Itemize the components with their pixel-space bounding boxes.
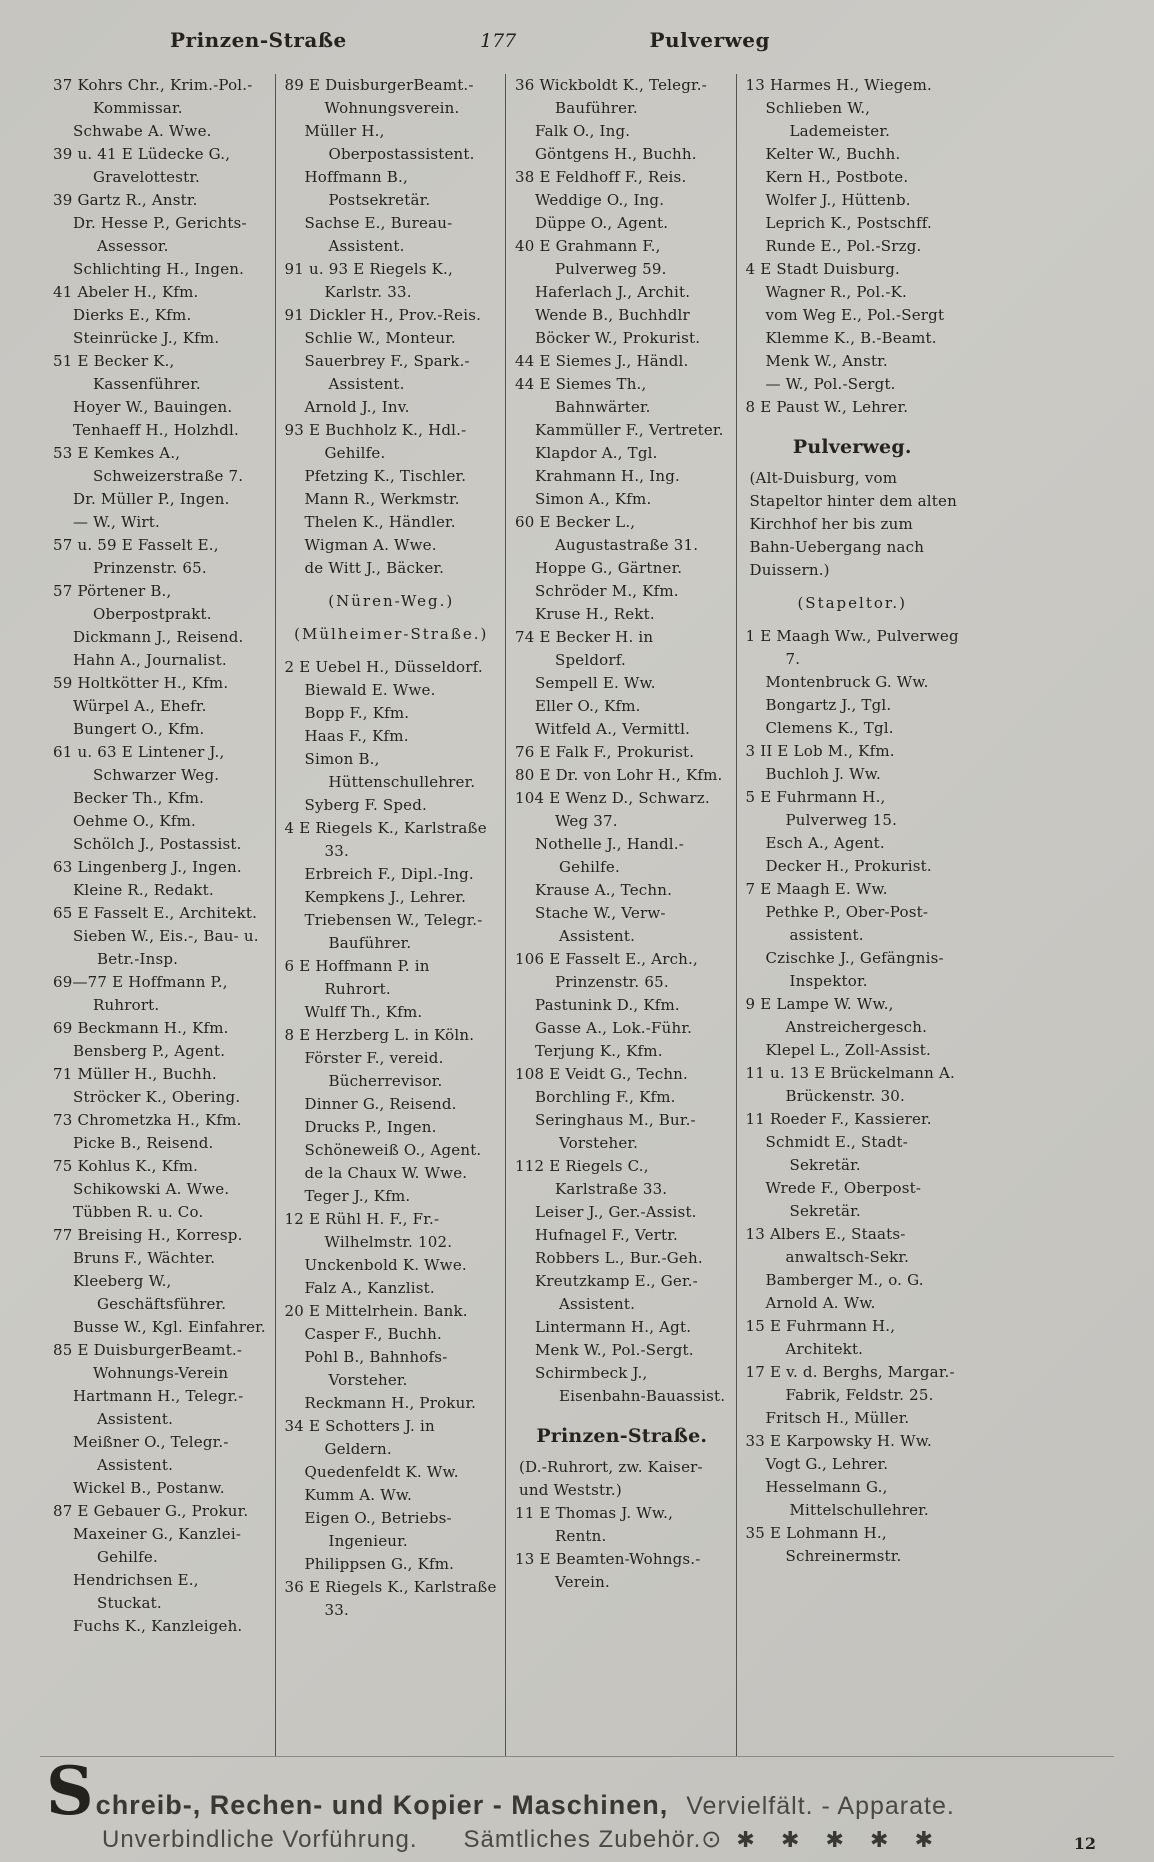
directory-entry: 91 Dickler H., Prov.-Reis.: [284, 306, 482, 324]
directory-entry: Mann R., Werkmstr.: [304, 490, 460, 508]
directory-entry: Haas F., Kfm.: [304, 727, 409, 745]
directory-entry: Schröder M., Kfm.: [535, 582, 679, 600]
street-note: (Alt-Duisburg, vom Stapeltor hinter dem alten Kirchhof her bis zum Bahn-Uebergang nach Duissern.): [749, 469, 957, 579]
directory-entry: Steinrücke J., Kfm.: [73, 329, 220, 347]
directory-entry: — W., Pol.-Sergt.: [765, 375, 896, 393]
directory-entry: Kleeberg W., Geschäftsführer.: [73, 1272, 227, 1313]
ad-line-1: [40, 1752, 1114, 1830]
directory-entry: 57 Pörtener B., Oberpostprakt.: [53, 582, 212, 623]
directory-entry: 91 u. 93 E Riegels K., Karlstr. 33.: [284, 260, 453, 301]
directory-entry: 41 Abeler H., Kfm.: [53, 283, 199, 301]
directory-entry: 13 Albers E., Staats-anwaltsch-Sekr.: [745, 1225, 910, 1266]
directory-entry: Schlieben W., Lademeister.: [765, 99, 891, 140]
directory-entry: Erbreich F., Dipl.-Ing.: [304, 865, 474, 883]
directory-entry: Bamberger M., o. G.: [765, 1271, 924, 1289]
directory-entry: 8 E Paust W., Lehrer.: [745, 398, 909, 416]
directory-entry: 40 E Grahmann F., Pulverweg 59.: [515, 237, 667, 278]
ad-subheadline: Vervielfält. - Apparate.: [686, 1792, 955, 1820]
ad-offer-text: Unverbindliche Vorführung.: [102, 1826, 418, 1853]
directory-entry: Wende B., Buchhdlr: [535, 306, 690, 324]
directory-entry: Hoyer W., Bauingen.: [73, 398, 233, 416]
directory-entry: Syberg F. Sped.: [304, 796, 428, 814]
directory-entry: vom Weg E., Pol.-Sergt: [765, 306, 945, 324]
directory-columns: [44, 74, 966, 1756]
directory-entry: Kammüller F., Vertreter.: [535, 421, 724, 439]
directory-entry: 3 II E Lob M., Kfm.: [745, 742, 895, 760]
directory-entry: Müller H., Oberpostassistent.: [304, 122, 475, 163]
directory-entry: Schmidt E., Stadt-Sekretär.: [765, 1133, 909, 1174]
directory-entry: 87 E Gebauer G., Prokur.: [53, 1502, 249, 1520]
directory-entry: Klemme K., B.-Beamt.: [765, 329, 937, 347]
directory-entry: 17 E v. d. Berghs, Margar.-Fabrik, Feldstr. 25.: [745, 1363, 955, 1404]
directory-entry: Wolfer J., Hüttenb.: [765, 191, 911, 209]
directory-entry: 85 E DuisburgerBeamt.-Wohnungs-Verein: [53, 1341, 243, 1382]
directory-entry: Borchling F., Kfm.: [535, 1088, 676, 1106]
directory-entry: Hoppe G., Gärtner.: [535, 559, 683, 577]
directory-entry: Dickmann J., Reisend.: [73, 628, 244, 646]
directory-entry: Biewald E. Wwe.: [304, 681, 436, 699]
street-heading: Prinzen-Straße.: [536, 1425, 708, 1447]
directory-entry: Dinner G., Reisend.: [304, 1095, 457, 1113]
directory-entry: Meißner O., Telegr.-Assistent.: [73, 1433, 229, 1474]
directory-entry: Buchloh J. Ww.: [765, 765, 881, 783]
directory-entry: Hahn A., Journalist.: [73, 651, 227, 669]
directory-entry: Sempell E. Ww.: [535, 674, 656, 692]
directory-entry: Menk W., Anstr.: [765, 352, 888, 370]
directory-column-2: [275, 74, 506, 1756]
ad-line-2: [40, 1825, 1114, 1854]
directory-entry: Dierks E., Kfm.: [73, 306, 192, 324]
directory-entry: Bopp F., Kfm.: [304, 704, 410, 722]
directory-entry: 11 Roeder F., Kassierer.: [745, 1110, 932, 1128]
directory-entry: Esch A., Agent.: [765, 834, 885, 852]
header-page-number: 177: [479, 30, 517, 52]
directory-entry: Dr. Hesse P., Gerichts-Assessor.: [73, 214, 247, 255]
directory-entry: Robbers L., Bur.-Geh.: [535, 1249, 703, 1267]
ad-dropcap-initial: S: [46, 1752, 94, 1830]
directory-entry: Krause A., Techn.: [535, 881, 673, 899]
directory-entry: Schikowski A. Wwe.: [73, 1180, 230, 1198]
directory-entry: 74 E Becker H. in Speldorf.: [515, 628, 654, 669]
asterisk-ornaments: ✱ ✱ ✱ ✱ ✱: [736, 1827, 944, 1852]
directory-entry: 35 E Lohmann H., Schreinermstr.: [745, 1524, 902, 1565]
directory-entry: Kumm A. Ww.: [304, 1486, 413, 1504]
directory-entry: Schöneweiß O., Agent.: [304, 1141, 482, 1159]
directory-entry: 106 E Fasselt E., Arch., Prinzenstr. 65.: [515, 950, 698, 991]
directory-entry: Bungert O., Kfm.: [73, 720, 205, 738]
directory-entry: 108 E Veidt G., Techn.: [515, 1065, 689, 1083]
directory-entry: Simon A., Kfm.: [535, 490, 652, 508]
directory-entry: 38 E Feldhoff F., Reis.: [515, 168, 687, 186]
directory-entry: Busse W., Kgl. Einfahrer.: [73, 1318, 266, 1336]
header-street-left: Prinzen-Straße: [170, 28, 347, 52]
directory-entry: 57 u. 59 E Fasselt E., Prinzenstr. 65.: [53, 536, 219, 577]
advertisement-footer: [40, 1752, 1114, 1854]
directory-entry: Hendrichsen E., Stuckat.: [73, 1571, 199, 1612]
directory-entry: 15 E Fuhrmann H., Architekt.: [745, 1317, 896, 1358]
directory-entry: de la Chaux W. Wwe.: [304, 1164, 468, 1182]
directory-entry: Picke B., Reisend.: [73, 1134, 214, 1152]
directory-entry: de Witt J., Bäcker.: [304, 559, 445, 577]
directory-entry: 34 E Schotters J. in Geldern.: [284, 1417, 435, 1458]
directory-entry: Haferlach J., Archit.: [535, 283, 691, 301]
directory-entry: Schirmbeck J., Eisenbahn-Bauassist.: [535, 1364, 726, 1405]
directory-entry: 61 u. 63 E Lintener J., Schwarzer Weg.: [53, 743, 225, 784]
directory-entry: Quedenfeldt K. Ww.: [304, 1463, 459, 1481]
directory-entry: Runde E., Pol.-Srzg.: [765, 237, 922, 255]
directory-entry: Kleine R., Redakt.: [73, 881, 214, 899]
directory-entry: Schölch J., Postassist.: [73, 835, 242, 853]
directory-entry: Terjung K., Kfm.: [535, 1042, 663, 1060]
directory-entry: 8 E Herzberg L. in Köln.: [284, 1026, 475, 1044]
directory-entry: Vogt G., Lehrer.: [765, 1455, 889, 1473]
directory-entry: Casper F., Buchh.: [304, 1325, 442, 1343]
directory-entry: 60 E Becker L., Augustastraße 31.: [515, 513, 699, 554]
directory-entry: Wigman A. Wwe.: [304, 536, 437, 554]
street-note: (Nüren-Weg.): [328, 592, 455, 610]
directory-entry: Triebensen W., Telegr.-Bauführer.: [304, 911, 483, 952]
directory-entry: 53 E Kemkes A., Schweizerstraße 7.: [53, 444, 244, 485]
street-note: (D.-Ruhrort, zw. Kaiser- und Weststr.): [519, 1458, 703, 1499]
directory-entry: Weddige O., Ing.: [535, 191, 665, 209]
directory-entry: 80 E Dr. von Lohr H., Kfm.: [515, 766, 723, 784]
directory-entry: Simon B., Hüttenschullehrer.: [304, 750, 476, 791]
directory-entry: Falz A., Kanzlist.: [304, 1279, 435, 1297]
directory-entry: Nothelle J., Handl.-Gehilfe.: [535, 835, 685, 876]
sheet-page-number: 12: [1073, 1834, 1096, 1853]
directory-entry: 44 E Siemes J., Händl.: [515, 352, 689, 370]
directory-entry: 4 E Riegels K., Karlstraße 33.: [284, 819, 487, 860]
directory-entry: Seringhaus M., Bur.-Vorsteher.: [535, 1111, 696, 1152]
directory-entry: 11 u. 13 E Brückelmann A. Brückenstr. 30.: [745, 1064, 955, 1105]
directory-entry: 51 E Becker K., Kassenführer.: [53, 352, 201, 393]
directory-entry: Schlichting H., Ingen.: [73, 260, 245, 278]
directory-entry: 44 E Siemes Th., Bahnwärter.: [515, 375, 651, 416]
directory-entry: 69—77 E Hoffmann P., Ruhrort.: [53, 973, 228, 1014]
directory-entry: Falk O., Ing.: [535, 122, 631, 140]
directory-entry: 7 E Maagh E. Ww.: [745, 880, 888, 898]
directory-entry: Wagner R., Pol.-K.: [765, 283, 907, 301]
directory-entry: 36 E Riegels K., Karlstraße 33.: [284, 1578, 497, 1619]
directory-entry: Ströcker K., Obering.: [73, 1088, 241, 1106]
directory-entry: Leiser J., Ger.-Assist.: [535, 1203, 697, 1221]
directory-entry: Pethke P., Ober-Post-assistent.: [765, 903, 929, 944]
ad-headline: chreib-, Rechen- und Kopier - Maschinen,: [95, 1790, 669, 1820]
directory-entry: 2 E Uebel H., Düsseldorf.: [284, 658, 483, 676]
directory-entry: Hufnagel F., Vertr.: [535, 1226, 678, 1244]
directory-entry: 13 E Beamten-Wohngs.-Verein.: [515, 1550, 701, 1591]
directory-entry: Tübben R. u. Co.: [73, 1203, 204, 1221]
directory-entry: Arnold J., Inv.: [304, 398, 410, 416]
directory-entry: 1 E Maagh Ww., Pulverweg 7.: [745, 627, 959, 668]
directory-entry: 89 E DuisburgerBeamt.-Wohnungsverein.: [284, 76, 474, 117]
directory-entry: 59 Holtkötter H., Kfm.: [53, 674, 229, 692]
directory-entry: Dr. Müller P., Ingen.: [73, 490, 230, 508]
directory-entry: 69 Beckmann H., Kfm.: [53, 1019, 229, 1037]
directory-entry: Klapdor A., Tgl.: [535, 444, 658, 462]
directory-entry: 76 E Falk F., Prokurist.: [515, 743, 695, 761]
directory-entry: 13 Harmes H., Wiegem.: [745, 76, 932, 94]
directory-entry: Maxeiner G., Kanzlei-Gehilfe.: [73, 1525, 242, 1566]
directory-entry: Förster F., vereid. Bücherrevisor.: [304, 1049, 444, 1090]
directory-entry: 75 Kohlus K., Kfm.: [53, 1157, 199, 1175]
directory-entry: Böcker W., Prokurist.: [535, 329, 701, 347]
directory-entry: Pastunink D., Kfm.: [535, 996, 680, 1014]
directory-entry: 112 E Riegels C., Karlstraße 33.: [515, 1157, 668, 1198]
directory-entry: Eigen O., Betriebs-Ingenieur.: [304, 1509, 452, 1550]
directory-entry: Sauerbrey F., Spark.-Assistent.: [304, 352, 470, 393]
directory-entry: Fritsch H., Müller.: [765, 1409, 910, 1427]
directory-entry: 33 E Karpowsky H. Ww.: [745, 1432, 932, 1450]
directory-entry: 37 Kohrs Chr., Krim.-Pol.-Kommissar.: [53, 76, 253, 117]
directory-entry: Klepel L., Zoll-Assist.: [765, 1041, 931, 1059]
directory-column-1: [44, 74, 275, 1756]
directory-entry: Schlie W., Monteur.: [304, 329, 456, 347]
directory-entry: Würpel A., Ehefr.: [73, 697, 207, 715]
running-header: [170, 28, 770, 52]
directory-entry: Bongartz J., Tgl.: [765, 696, 892, 714]
directory-entry: Arnold A. Ww.: [765, 1294, 876, 1312]
directory-entry: Unckenbold K. Wwe.: [304, 1256, 467, 1274]
directory-entry: Czischke J., Gefängnis-Inspektor.: [765, 949, 944, 990]
directory-entry: Thelen K., Händler.: [304, 513, 456, 531]
directory-entry: 12 E Rühl H. F., Fr.-Wilhelmstr. 102.: [284, 1210, 453, 1251]
directory-column-3: [505, 74, 736, 1756]
directory-entry: Kelter W., Buchh.: [765, 145, 901, 163]
directory-entry: 11 E Thomas J. Ww., Rentn.: [515, 1504, 674, 1545]
directory-entry: Kern H., Postbote.: [765, 168, 909, 186]
ad-accessory-text: Sämtliches Zubehör.⊙: [463, 1826, 723, 1853]
street-note: (Mülheimer-Straße.): [294, 625, 489, 643]
directory-entry: Oehme O., Kfm.: [73, 812, 196, 830]
directory-entry: 77 Breising H., Korresp.: [53, 1226, 243, 1244]
directory-entry: 104 E Wenz D., Schwarz. Weg 37.: [515, 789, 710, 830]
directory-entry: 36 Wickboldt K., Telegr.-Bauführer.: [515, 76, 707, 117]
directory-entry: Kempkens J., Lehrer.: [304, 888, 467, 906]
directory-entry: Pfetzing K., Tischler.: [304, 467, 467, 485]
directory-entry: Düppe O., Agent.: [535, 214, 669, 232]
directory-entry: 63 Lingenberg J., Ingen.: [53, 858, 242, 876]
directory-entry: Gasse A., Lok.-Führ.: [535, 1019, 693, 1037]
directory-entry: Witfeld A., Vermittl.: [535, 720, 691, 738]
directory-entry: — W., Wirt.: [73, 513, 160, 531]
directory-entry: Wickel B., Postanw.: [73, 1479, 225, 1497]
directory-entry: Kruse H., Rekt.: [535, 605, 655, 623]
directory-entry: Lintermann H., Agt.: [535, 1318, 692, 1336]
directory-entry: Philippsen G., Kfm.: [304, 1555, 455, 1573]
directory-entry: Menk W., Pol.-Sergt.: [535, 1341, 694, 1359]
street-heading: Pulverweg.: [792, 436, 912, 458]
directory-entry: Göntgens H., Buchh.: [535, 145, 697, 163]
directory-entry: Stache W., Verw-Assistent.: [535, 904, 666, 945]
directory-entry: 65 E Fasselt E., Architekt.: [53, 904, 258, 922]
directory-entry: Becker Th., Kfm.: [73, 789, 205, 807]
directory-entry: Eller O., Kfm.: [535, 697, 641, 715]
directory-entry: 9 E Lampe W. Ww., Anstreichergesch.: [745, 995, 928, 1036]
directory-entry: 4 E Stadt Duisburg.: [745, 260, 900, 278]
header-street-right: Pulverweg: [649, 28, 770, 52]
directory-entry: Montenbruck G. Ww.: [765, 673, 929, 691]
directory-entry: Tenhaeff H., Holzhdl.: [73, 421, 239, 439]
directory-entry: Schwabe A. Wwe.: [73, 122, 212, 140]
directory-entry: Krahmann H., Ing.: [535, 467, 680, 485]
directory-entry: Decker H., Prokurist.: [765, 857, 932, 875]
directory-entry: Clemens K., Tgl.: [765, 719, 894, 737]
directory-entry: 73 Chrometzka H., Kfm.: [53, 1111, 242, 1129]
directory-entry: Leprich K., Postschff.: [765, 214, 932, 232]
directory-entry: Reckmann H., Prokur.: [304, 1394, 477, 1412]
directory-entry: 6 E Hoffmann P. in Ruhrort.: [284, 957, 430, 998]
directory-entry: 93 E Buchholz K., Hdl.-Gehilfe.: [284, 421, 467, 462]
directory-entry: Fuchs K., Kanzleigeh.: [73, 1617, 243, 1635]
directory-column-4: [736, 74, 967, 1756]
directory-entry: Kreutzkamp E., Ger.-Assistent.: [535, 1272, 698, 1313]
directory-entry: Wulff Th., Kfm.: [304, 1003, 423, 1021]
directory-entry: Hesselmann G., Mittelschullehrer.: [765, 1478, 929, 1519]
directory-entry: Sieben W., Eis.-, Bau- u. Betr.-Insp.: [73, 927, 259, 968]
directory-entry: Wrede F., Oberpost-Sekretär.: [765, 1179, 922, 1220]
directory-entry: Hartmann H., Telegr.-Assistent.: [73, 1387, 244, 1428]
directory-entry: 5 E Fuhrmann H., Pulverweg 15.: [745, 788, 898, 829]
directory-entry: 71 Müller H., Buchh.: [53, 1065, 217, 1083]
directory-entry: Drucks P., Ingen.: [304, 1118, 437, 1136]
directory-entry: Bensberg P., Agent.: [73, 1042, 226, 1060]
directory-entry: Teger J., Kfm.: [304, 1187, 411, 1205]
directory-entry: Hoffmann B., Postsekretär.: [304, 168, 431, 209]
street-note: (Stapeltor.): [797, 594, 908, 612]
directory-entry: 39 Gartz R., Anstr.: [53, 191, 198, 209]
directory-entry: Pohl B., Bahnhofs-Vorsteher.: [304, 1348, 448, 1389]
directory-entry: Sachse E., Bureau-Assistent.: [304, 214, 453, 255]
directory-entry: 39 u. 41 E Lüdecke G., Gravelottestr.: [53, 145, 231, 186]
directory-entry: 20 E Mittelrhein. Bank.: [284, 1302, 468, 1320]
directory-entry: Bruns F., Wächter.: [73, 1249, 216, 1267]
